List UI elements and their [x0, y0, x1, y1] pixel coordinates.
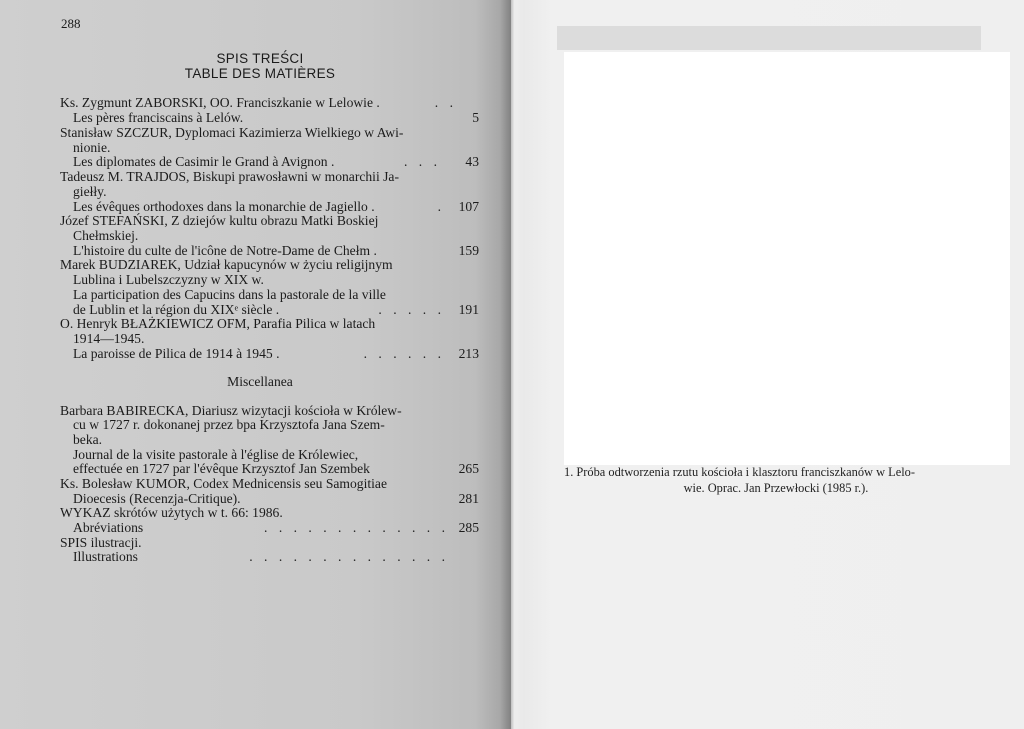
toc-entry-text: Marek BUDZIAREK, Udział kapucynów w życiu religijnym [60, 257, 393, 272]
toc-entry-page: 281 [458, 491, 479, 506]
toc-entry-dots: . . . . . . [363, 346, 445, 361]
toc-entry-text: WYKAZ skrótów użytych w t. 66: 1986. [60, 505, 283, 520]
toc-entry-text: nionie. [73, 140, 111, 155]
toc-entry [0, 287, 511, 303]
toc-entry [0, 346, 511, 362]
toc-entry-text: Illustrations [73, 549, 138, 564]
toc-entry-page: 43 [465, 154, 479, 169]
toc-entry-page: 191 [458, 302, 479, 317]
book-gutter [500, 0, 524, 729]
toc-entry-text: Stanisław SZCZUR, Dyplomaci Kazimierza Wielkiego w Awi- [60, 125, 404, 140]
toc-entry-text: Józef STEFAŃSKI, Z dziejów kultu obrazu Matki Boskiej [60, 213, 379, 228]
toc-entry-text: Les évêques orthodoxes dans la monarchie de Jagiello . [73, 199, 375, 214]
toc-entry [0, 125, 511, 141]
figure-caption [564, 465, 988, 496]
toc-entry-text: beka. [73, 432, 103, 447]
toc-entry-text: Les pères franciscains à Lelów. [73, 110, 244, 125]
toc-entry [0, 520, 511, 536]
toc-entry [0, 184, 511, 200]
toc-entry [0, 110, 511, 126]
toc-entry-text: Journal de la visite pastorale à l'église de Królewiec, [73, 447, 359, 462]
toc-entry-text: Ks. Bolesław KUMOR, Codex Mednicensis seu Samogitiae [60, 476, 387, 491]
figure-image-blank [564, 52, 1010, 465]
toc-entry [0, 228, 511, 244]
toc-entry-text: L'histoire du culte de l'icône de Notre-Dame de Chełm . [73, 243, 377, 258]
toc-entry-text: Barbara BABIRECKA, Diariusz wizytacji kościoła w Królew- [60, 403, 402, 418]
toc-entry-text: Chełmskiej. [73, 228, 139, 243]
toc-entry-dots: . . . [404, 154, 441, 169]
toc-entry [0, 272, 511, 288]
toc-entry-dots: . . . . . [378, 302, 445, 317]
toc-entry-page: 5 [472, 110, 479, 125]
toc-entry-dots: . . . . . . . . . . . . . [264, 520, 449, 535]
toc-entry-dots: . . [434, 95, 457, 110]
figure-plate-edge [557, 26, 981, 50]
toc-entry-text: de Lublin et la région du XIXᵉ siècle . [73, 302, 280, 317]
toc-entry-page: 285 [458, 520, 479, 535]
toc-entry-text: cu w 1727 r. dokonanej przez bpa Krzysztofa Jana Szem- [73, 417, 385, 432]
page-number: 288 [61, 16, 81, 31]
toc-entry-text: effectuée en 1727 par l'évêque Krzysztof Jan Szembek [73, 461, 370, 476]
toc-entry-text: Abréviations [73, 520, 144, 535]
toc-entry-text: 1914—1945. [73, 331, 145, 346]
toc-entry-text: La participation des Capucins dans la pastorale de la ville [73, 287, 386, 302]
toc-entry [0, 461, 511, 477]
toc-entry [0, 476, 511, 492]
toc-entry [0, 95, 511, 111]
toc-entry-text: SPIS ilustracji. [60, 535, 142, 550]
toc-entry [0, 505, 511, 521]
toc-entry-page: 265 [458, 461, 479, 476]
toc-entry [0, 331, 511, 347]
caption-line-1: 1. Próba odtworzenia rzutu kościoła i klasztoru franciszkanów w Lelo- [564, 465, 915, 479]
toc-entry-text: Les diplomates de Casimir le Grand à Avignon . [73, 154, 335, 169]
toc-entry [0, 417, 511, 433]
toc-entry-page: 159 [458, 243, 479, 258]
toc-entry-text: O. Henryk BŁAŻKIEWICZ OFM, Parafia Pilica w latach [60, 316, 376, 331]
toc-heading-french: TABLE DES MATIÈRES [184, 66, 336, 81]
section-heading-miscellanea: Miscellanea [227, 374, 293, 389]
toc-entry-dots: . . . . . . . . . . . . . . [249, 549, 449, 564]
left-page [0, 0, 511, 729]
toc-entry [0, 316, 511, 332]
toc-entry [0, 432, 511, 448]
toc-entry [0, 257, 511, 273]
toc-entry-text: giełły. [73, 184, 107, 199]
toc-entry [0, 154, 511, 170]
toc-entry [0, 169, 511, 185]
toc-entry-text: La paroisse de Pilica de 1914 à 1945 . [73, 346, 280, 361]
toc-entry-page: 213 [458, 346, 479, 361]
toc-entry-text: Lublina i Lubelszczyzny w XIX w. [73, 272, 264, 287]
toc-entry-text: Tadeusz M. TRAJDOS, Biskupi prawosławni w monarchii Ja- [60, 169, 399, 184]
toc-entry [0, 549, 511, 565]
toc-entry-text: Dioecesis (Recenzja-Critique). [73, 491, 241, 506]
toc-heading-polish: SPIS TREŚCI [216, 51, 304, 66]
toc-entry-dots: . [437, 199, 445, 214]
toc-entry-page: 107 [458, 199, 479, 214]
caption-line-2: wie. Oprac. Jan Przewłocki (1985 r.). [683, 480, 869, 495]
toc-entry-text: Ks. Zygmunt ZABORSKI, OO. Franciszkanie w Lelowie . [60, 95, 380, 110]
toc-entry [0, 213, 511, 229]
